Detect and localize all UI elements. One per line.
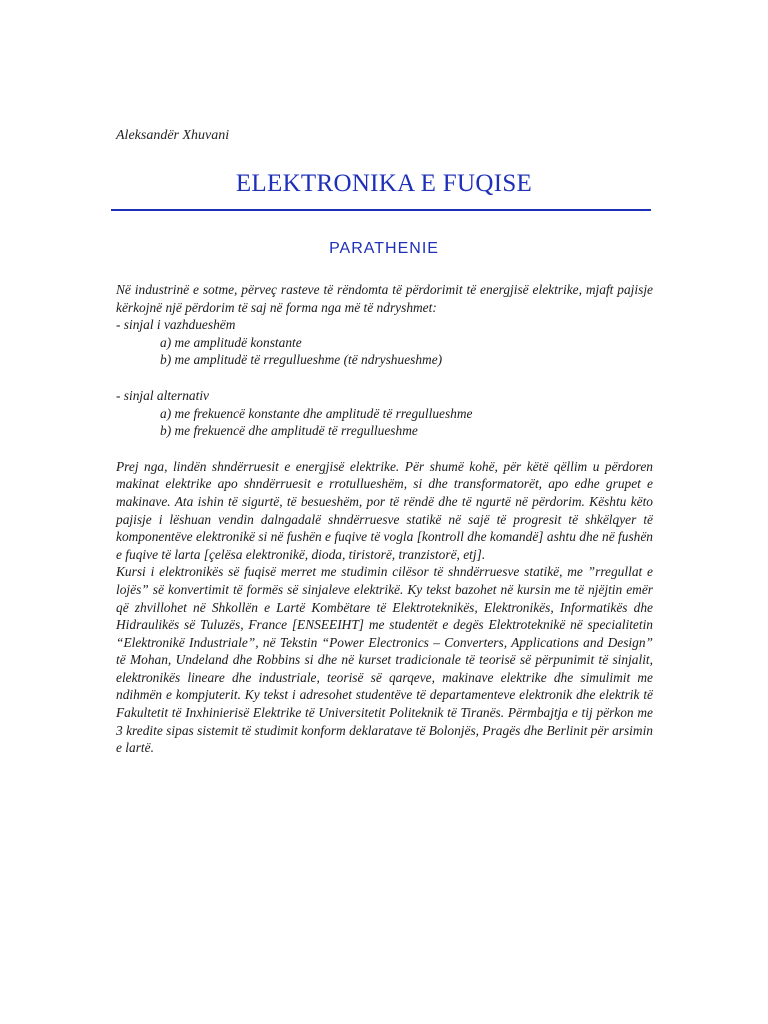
list-item: b) me amplitudë të rregullueshme (të ndryshueshme): [160, 352, 443, 368]
body-paragraph: Kursi i elektronikës së fuqisë merret me studimin cilësor të shndërruesve statikë, me ”rregullat e lojës” së konvertimit të formës së sinjaleve elektrikë. Ky tekst bazohet në kursin me të njëjtin emër që zhvillohet në Shkollën e Lartë Kombëtare të Elektroteknikës, Elektronikës, Informatikës dhe Hidraulikës së Tuluzës, France [ENSEEIHT] me studentët e degës Elektroteknikë në specialitetin “Elektronikë Industriale”, në Tekstin “Power Electronics – Converters, Applications and Design” të Mohan, Undeland dhe Robbins si dhe në kurset tradicionale të teorisë së përpunimit të sinjalit, elektronikës lineare dhe industriale, teorisë së qarqeve, makinave elektrike dhe simulimit me ndihmën e kompjuterit. Ky tekst i adresohet studentëve të departamenteve elektronik dhe elektrik të Fakultetit të Inxhinierisë Elektrike të Universitetit Politeknik të Tiranës. Përmbajtja e tij përkon me 3 kredite sipas sistemit të studimit konform deklaratave të Bolonjës, Pragës dhe Berlinit për arsimin e lartë.: [116, 564, 653, 756]
list-heading: - sinjal alternativ: [116, 387, 209, 403]
list-item: b) me frekuencë dhe amplitudë të rregullueshme: [160, 423, 418, 439]
list-item: a) me frekuencë konstante dhe amplitudë të rregullueshme: [160, 405, 473, 421]
list-heading: - sinjal i vazhdueshëm: [116, 317, 236, 333]
list-item: a) me amplitudë konstante: [160, 334, 302, 350]
document-body: [116, 281, 653, 757]
section-heading: PARATHENIE: [329, 240, 439, 257]
author-name: Aleksandër Xhuvani: [116, 128, 230, 143]
intro-paragraph: Në industrinë e sotme, përveç rasteve të rëndomta të përdorimit të energjisë elektrike, mjaft pajisje kërkojnë një përdorim të saj në forma nga më të ndryshmet:: [116, 282, 653, 315]
spacer: [116, 440, 653, 458]
spacer: [116, 369, 653, 387]
document-title: ELEKTRONIKA E FUQISE: [235, 170, 533, 197]
title-underline: [111, 209, 651, 211]
body-paragraph: Prej nga, lindën shndërruesit e energjisë elektrike. Për shumë kohë, për këtë qëllim u përdoren makinat elektrike apo shndërruesit e rrotullueshëm, si dhe transformatorët, apo edhe grupet e makinave. Ata ishin të sigurtë, të besueshëm, por të rëndë dhe të ngurtë në përdorim. Kështu këto pajisje i lëshuan vendin dalngadalë shndërruesve statikë në sajë të progresit të shkëlqyer të komponentëve elektronikë si në fushën e fuqive të vogla [kontroll dhe komandë] ashtu dhe në fushën e fuqive të larta [çelësa elektronikë, dioda, tiristorë, tranzistorë, etj].: [116, 458, 653, 562]
